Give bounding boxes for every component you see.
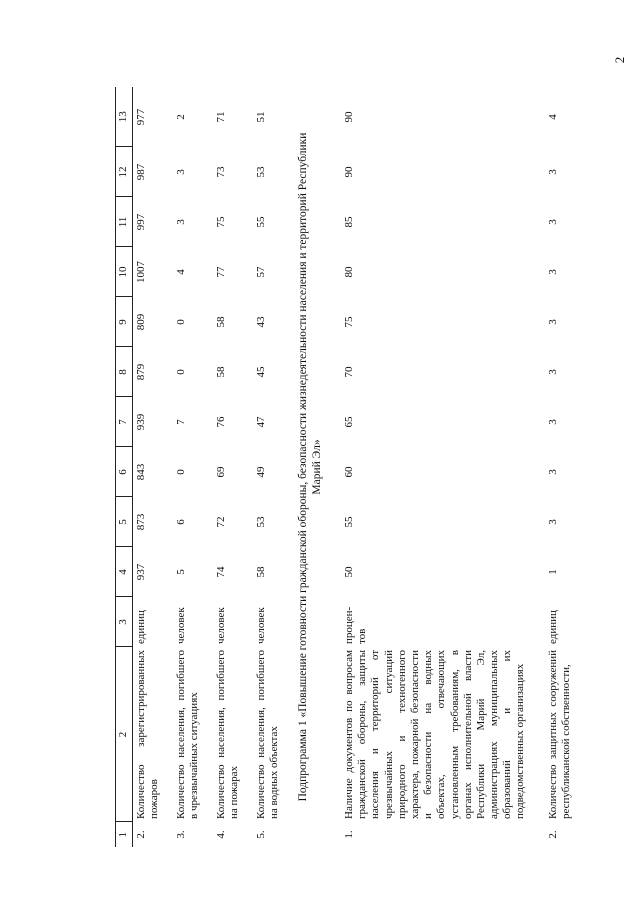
indicator-name: Количество населения, погибшего на водных объектах [255,650,281,819]
header-cell: 12 [116,147,133,197]
header-row [116,87,133,847]
value-cell: 809 [135,313,147,331]
subprogram-title: Подпрограмма 1 «Повышение готовности гражданской обороны, безопасности жизнедеятельности населения и территорий Республики Марий Эл» [297,132,323,802]
value-cell: 4 [175,269,187,275]
unit-cell: человек [255,607,267,644]
value-cell: 51 [255,111,267,123]
header-cell: 3 [116,597,133,647]
header-cell: 2 [116,647,133,822]
header-cell: 9 [116,297,133,347]
unit-cell: единиц [547,610,559,644]
value-cell: 70 [343,366,355,378]
header-cell: 7 [116,397,133,447]
indicator-name: Наличие документов по вопросам гражданской обороны, защиты населения и территорий от чрезвычайных ситуаций природного и техногенного характера, пожарной безопасности и безопасности на водных объектах, отвечающих установленным требованиям, в органах исполнительной власти Республики Марий Эл, администрациях муниципальных образований и их подведомственных организациях [343,650,527,819]
unit-cell: человек [175,607,187,644]
value-cell: 997 [135,213,147,231]
row-number: 4. [215,830,227,839]
value-cell: 843 [135,463,147,481]
unit-cell: процен-тов [343,606,369,644]
header-cell: 6 [116,447,133,497]
value-cell: 6 [175,519,187,525]
value-cell: 73 [215,166,227,178]
value-cell: 937 [135,563,147,581]
header-cell: 8 [116,347,133,397]
value-cell: 0 [175,469,187,475]
header-cell: 11 [116,197,133,247]
value-cell: 55 [255,216,267,228]
value-cell: 3 [175,169,187,175]
row-number: 2. [547,830,559,839]
value-cell: 3 [175,219,187,225]
table-row [341,87,545,847]
value-cell: 90 [343,166,355,178]
unit-cell: единиц [135,610,147,644]
indicators-table [115,87,583,847]
value-cell: 58 [215,366,227,378]
value-cell: 57 [255,266,267,278]
value-cell: 977 [135,108,147,126]
value-cell: 1007 [135,261,147,283]
value-cell: 3 [547,419,559,425]
value-cell: 4 [547,114,559,120]
value-cell: 69 [215,466,227,478]
value-cell: 80 [343,266,355,278]
value-cell: 45 [255,366,267,378]
value-cell: 0 [175,369,187,375]
row-number: 2. [135,830,147,839]
value-cell: 43 [255,316,267,328]
value-cell: 3 [547,219,559,225]
indicator-name: Количество населения, погибшего в чрезвычайных ситуациях [175,650,201,819]
value-cell: 1 [547,569,559,575]
value-cell: 75 [215,216,227,228]
value-cell: 3 [547,519,559,525]
value-cell: 879 [135,363,147,381]
row-number: 1. [343,830,355,839]
value-cell: 60 [343,466,355,478]
value-cell: 74 [215,566,227,578]
header-cell: 1 [116,822,133,847]
value-cell: 55 [343,516,355,528]
value-cell: 77 [215,266,227,278]
table-row [133,87,174,847]
value-cell: 873 [135,513,147,531]
table-row [253,87,293,847]
rotated-table-area [115,87,575,847]
row-number: 5. [255,830,267,839]
value-cell: 72 [215,516,227,528]
header-cell: 5 [116,497,133,547]
value-cell: 3 [547,269,559,275]
header-cell: 13 [116,87,133,147]
value-cell: 2 [175,114,187,120]
value-cell: 3 [547,319,559,325]
value-cell: 939 [135,413,147,431]
value-cell: 7 [175,419,187,425]
value-cell: 49 [255,466,267,478]
indicator-name: Количество зарегистрированных пожаров [135,650,161,819]
table-row [173,87,213,847]
table-row [545,87,583,847]
value-cell: 58 [255,566,267,578]
page-number: 2 [612,56,627,64]
value-cell: 3 [547,169,559,175]
header-cell: 4 [116,547,133,597]
value-cell: 65 [343,416,355,428]
value-cell: 0 [175,319,187,325]
value-cell: 47 [255,416,267,428]
value-cell: 3 [547,469,559,475]
value-cell: 90 [343,111,355,123]
value-cell: 85 [343,216,355,228]
value-cell: 75 [343,316,355,328]
table-row [213,87,253,847]
value-cell: 71 [215,111,227,123]
unit-cell: человек [215,607,227,644]
value-cell: 53 [255,166,267,178]
value-cell: 3 [547,369,559,375]
row-number: 3. [175,830,187,839]
subprogram-row [293,87,341,847]
header-cell: 10 [116,247,133,297]
value-cell: 53 [255,516,267,528]
value-cell: 987 [135,163,147,181]
value-cell: 50 [343,566,355,578]
indicator-name: Количество населения, погибшего на пожарах [215,650,241,819]
value-cell: 5 [175,569,187,575]
value-cell: 76 [215,416,227,428]
indicator-name: Количество защитных сооружений республиканской собственности, [547,650,573,819]
value-cell: 58 [215,316,227,328]
